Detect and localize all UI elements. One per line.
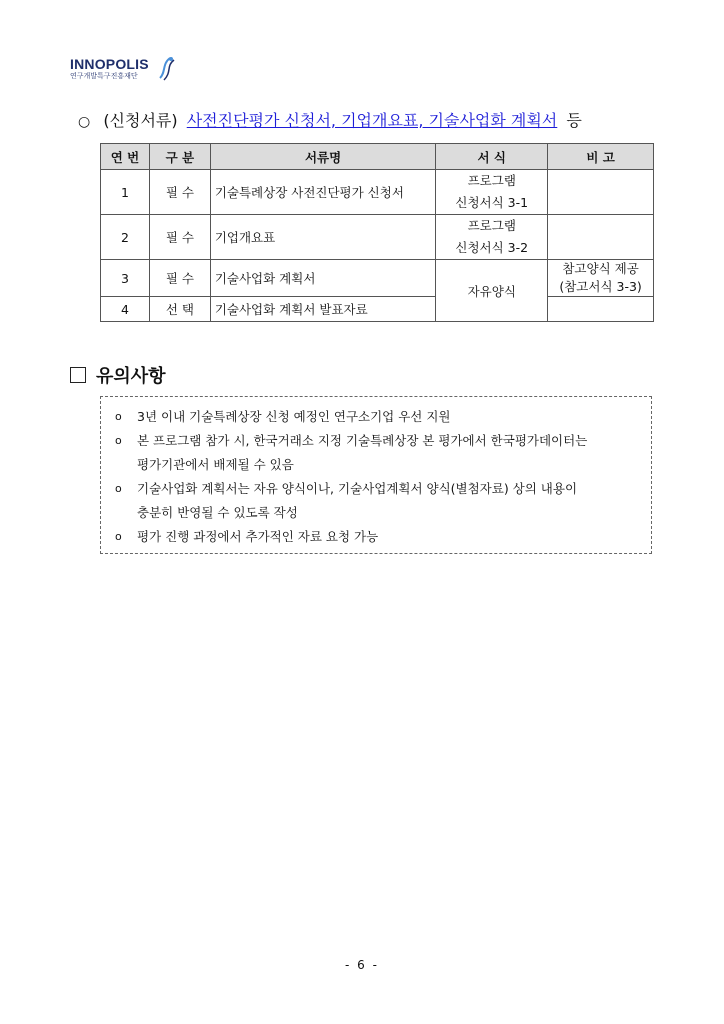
row-number: 4 (101, 297, 150, 322)
list-item (115, 429, 641, 477)
circle-bullet: ○ (78, 114, 91, 130)
row-type: 선 택 (149, 297, 210, 322)
list-item (115, 477, 641, 525)
notice-title-text: 유의사항 (96, 366, 166, 387)
list-item-text-continued: 충분히 반영될 수 있도록 작성 (137, 505, 298, 520)
header-note: 비 고 (548, 144, 654, 170)
row-form-line2: 신청서식 3-2 (455, 240, 529, 255)
logo-swirl-icon (156, 54, 178, 82)
list-bullet: o (115, 530, 122, 543)
list-item-text: 평가 진행 과정에서 추가적인 자료 요청 가능 (137, 529, 379, 544)
logo-wordmark: INNOPOLIS (70, 56, 149, 72)
header-number: 연 번 (101, 144, 150, 170)
notice-box (100, 396, 652, 554)
application-documents-line (78, 108, 658, 131)
list-item-text: 기술사업화 계획서는 자유 양식이나, 기술사업계획서 양식(별첨자료) 상의 내용이 (137, 481, 578, 496)
list-item (115, 405, 641, 429)
row-number: 1 (101, 170, 150, 215)
list-bullet: o (115, 410, 122, 423)
list-item (115, 525, 641, 549)
documents-table (100, 143, 654, 322)
row-note (548, 297, 654, 322)
row-document-name: 기업개요표 (210, 215, 436, 260)
application-documents-label: (신청서류) (103, 111, 178, 130)
notice-list (101, 397, 651, 549)
header-form: 서 식 (436, 144, 548, 170)
row-note-line1: 참고양식 제공 (562, 261, 639, 276)
row-note (548, 215, 654, 260)
row-document-name: 기술사업화 계획서 발표자료 (210, 297, 436, 322)
row-document-name: 기술사업화 계획서 (210, 260, 436, 297)
row-type: 필 수 (149, 215, 210, 260)
list-bullet: o (115, 434, 122, 447)
row-note (548, 170, 654, 215)
row-number: 2 (101, 215, 150, 260)
table-row (101, 260, 654, 297)
innopolis-logo (70, 56, 180, 84)
header-document-name: 서류명 (210, 144, 436, 170)
list-item-text: 3년 이내 기술특례상장 신청 예정인 연구소기업 우선 지원 (137, 409, 451, 424)
row-form-line2: 신청서식 3-1 (455, 195, 529, 210)
list-item-text-continued: 평가기관에서 배제될 수 있음 (137, 457, 294, 472)
list-item-text: 본 프로그램 참가 시, 한국거래소 지정 기술특례상장 본 평가에서 한국평가데이터는 (137, 433, 588, 448)
square-bullet-icon (70, 367, 86, 383)
row-number: 3 (101, 260, 150, 297)
header-type: 구 분 (149, 144, 210, 170)
row-form-line1: 프로그램 (467, 173, 516, 188)
row-form-line1: 프로그램 (467, 218, 516, 233)
list-bullet: o (115, 482, 122, 495)
table-row (101, 297, 654, 322)
logo-subtitle: 연구개발특구진흥재단 (70, 72, 138, 80)
notice-heading (70, 362, 166, 388)
table-row (101, 170, 654, 215)
page-number: - 6 - (345, 958, 379, 972)
row-form (436, 215, 548, 260)
row-note (548, 260, 654, 297)
application-documents-tail: 등 (566, 111, 582, 130)
table-row (101, 215, 654, 260)
application-documents-list: 사전진단평가 신청서, 기업개요표, 기술사업화 계획서 (186, 111, 558, 130)
row-form (436, 170, 548, 215)
row-note-line2: (참고서식 3-3) (559, 279, 642, 294)
row-document-name: 기술특례상장 사전진단평가 신청서 (210, 170, 436, 215)
row-type: 필 수 (149, 170, 210, 215)
table-header-row (101, 144, 654, 170)
row-form-merged: 자유양식 (436, 260, 548, 322)
row-type: 필 수 (149, 260, 210, 297)
